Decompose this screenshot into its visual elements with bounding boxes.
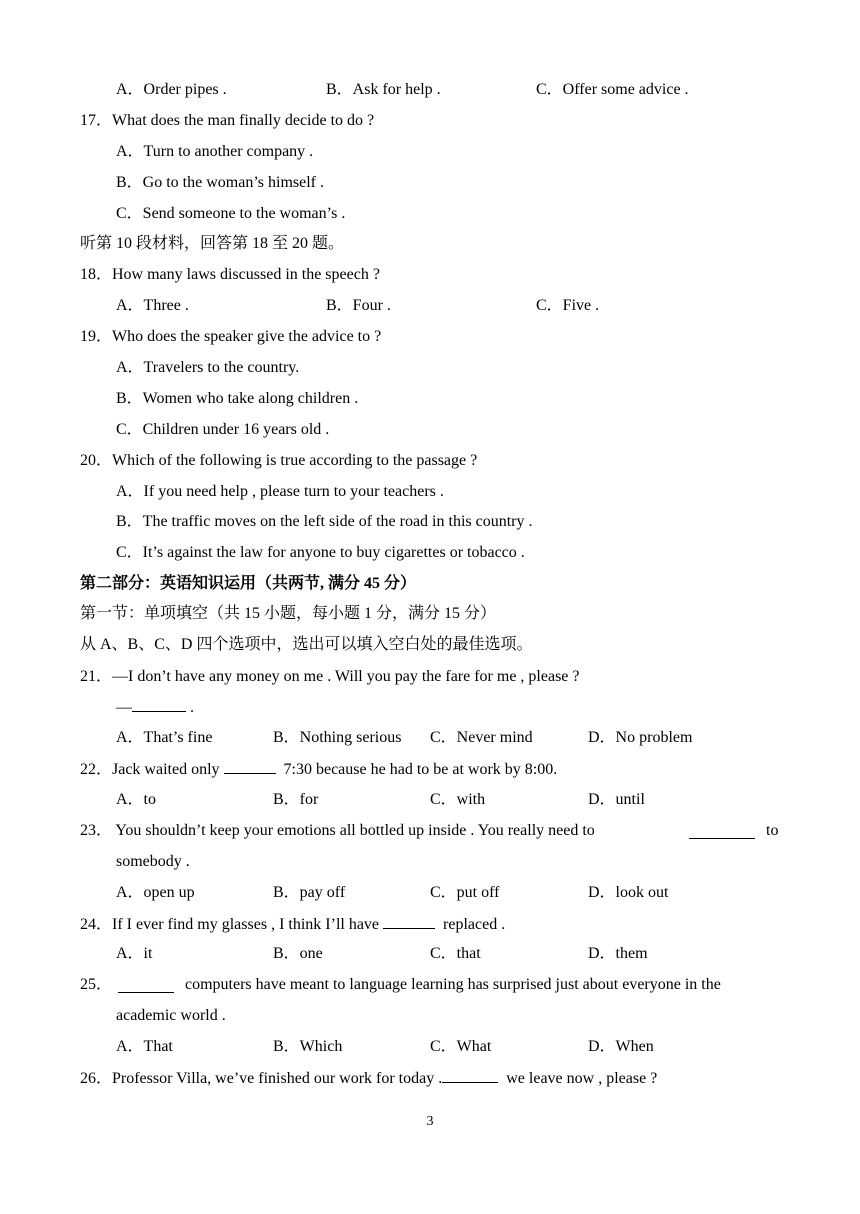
- q20-option-c: C．It’s against the law for anyone to buy cigarettes or tobacco .: [116, 544, 525, 561]
- q16-option-b: B．Ask for help .: [326, 81, 441, 98]
- q22-option-b: B．for: [273, 791, 319, 808]
- q25-option-b: B．Which: [273, 1038, 343, 1055]
- q21-reply: [116, 697, 194, 717]
- q23-option-c: C．put off: [430, 884, 500, 901]
- q24-option-d: D．them: [588, 945, 648, 962]
- q16-option-a: A．Order pipes .: [116, 81, 227, 98]
- q21-option-c: C．Never mind: [430, 729, 533, 746]
- part2-heading: 第二部分：英语知识运用（共两节, 满分 45 分）: [80, 575, 417, 592]
- q24-answer-blank[interactable]: [383, 914, 435, 929]
- section1-instruction: 从 A、B、C、D 四个选项中，选出可以填入空白处的最佳选项。: [80, 636, 533, 653]
- q18-option-c: C．Five .: [536, 297, 600, 314]
- q19-option-b: B．Women who take along children .: [116, 390, 359, 407]
- q26-stem-after: we leave now , please ?: [498, 1070, 658, 1087]
- q21-option-b: B．Nothing serious: [273, 729, 402, 746]
- q25-stem-after: computers have meant to language learning has surprised just about everyone in the: [185, 976, 721, 993]
- page-number: 3: [426, 1114, 434, 1129]
- section1-heading: 第一节：单项填空（共 15 小题，每小题 1 分，满分 15 分）: [80, 605, 497, 622]
- q17-option-a: A．Turn to another company .: [116, 143, 314, 160]
- q24-stem-after: replaced .: [435, 916, 506, 933]
- q23-answer-blank[interactable]: [689, 824, 755, 839]
- q18-stem: 18．How many laws discussed in the speech ?: [80, 266, 380, 283]
- q26-stem: [80, 1068, 657, 1088]
- q24-option-a: A．it: [116, 945, 153, 962]
- q25-option-a: A．That: [116, 1038, 173, 1055]
- q23-option-b: B．pay off: [273, 884, 346, 901]
- q23-option-a: A．open up: [116, 884, 195, 901]
- section10-instruction: 听第 10 段材料，回答第 18 至 20 题。: [80, 235, 345, 252]
- q22-option-d: D．until: [588, 791, 645, 808]
- q22-option-a: A．to: [116, 791, 157, 808]
- q23-stem-before: 23． You shouldn’t keep your emotions all bottled up inside . You really need to: [80, 822, 595, 839]
- q17-option-c: C．Send someone to the woman’s .: [116, 205, 346, 222]
- q22-option-c: C．with: [430, 791, 486, 808]
- q16-option-c: C．Offer some advice .: [536, 81, 689, 98]
- q21-stem: 21．—I don’t have any money on me . Will you pay the fare for me , please ?: [80, 668, 580, 685]
- q23-option-d: D．look out: [588, 884, 669, 901]
- q21-reply-end: .: [186, 699, 194, 716]
- q19-option-a: A．Travelers to the country.: [116, 359, 300, 376]
- q23-stem: [80, 821, 595, 841]
- q19-stem: 19．Who does the speaker give the advice to ?: [80, 328, 382, 345]
- q23-continuation: somebody .: [116, 853, 190, 870]
- q24-option-c: C．that: [430, 945, 481, 962]
- q25-number: 25．: [80, 976, 113, 993]
- q22-stem-before: 22．Jack waited only: [80, 761, 224, 778]
- q21-answer-blank[interactable]: [132, 697, 186, 712]
- q17-stem: 17．What does the man finally decide to do ?: [80, 112, 375, 129]
- q25-answer-blank[interactable]: [118, 978, 174, 993]
- q20-option-a: A．If you need help , please turn to your teachers .: [116, 483, 444, 500]
- q26-answer-blank[interactable]: [442, 1068, 498, 1083]
- q22-answer-blank[interactable]: [224, 759, 276, 774]
- q22-stem: [80, 759, 557, 779]
- q25-continuation: academic world .: [116, 1007, 226, 1024]
- q25-option-c: C．What: [430, 1038, 492, 1055]
- q21-reply-dash: —: [116, 699, 132, 716]
- q17-option-b: B．Go to the woman’s himself .: [116, 174, 324, 191]
- q26-stem-before: 26．Professor Villa, we’ve finished our work for today .: [80, 1070, 443, 1087]
- q23-stem-after: to: [766, 822, 779, 839]
- q20-stem: 20．Which of the following is true according to the passage ?: [80, 452, 478, 469]
- q21-option-d: D．No problem: [588, 729, 693, 746]
- q18-option-b: B．Four .: [326, 297, 391, 314]
- q25-option-d: D．When: [588, 1038, 654, 1055]
- q24-stem-before: 24．If I ever find my glasses , I think I’ll have: [80, 916, 384, 933]
- q21-option-a: A．That’s fine: [116, 729, 213, 746]
- q18-option-a: A．Three .: [116, 297, 189, 314]
- q20-option-b: B．The traffic moves on the left side of the road in this country .: [116, 513, 533, 530]
- q24-option-b: B．one: [273, 945, 323, 962]
- q24-stem: [80, 914, 505, 934]
- q22-stem-after: 7:30 because he had to be at work by 8:00.: [275, 761, 558, 778]
- q19-option-c: C．Children under 16 years old .: [116, 421, 330, 438]
